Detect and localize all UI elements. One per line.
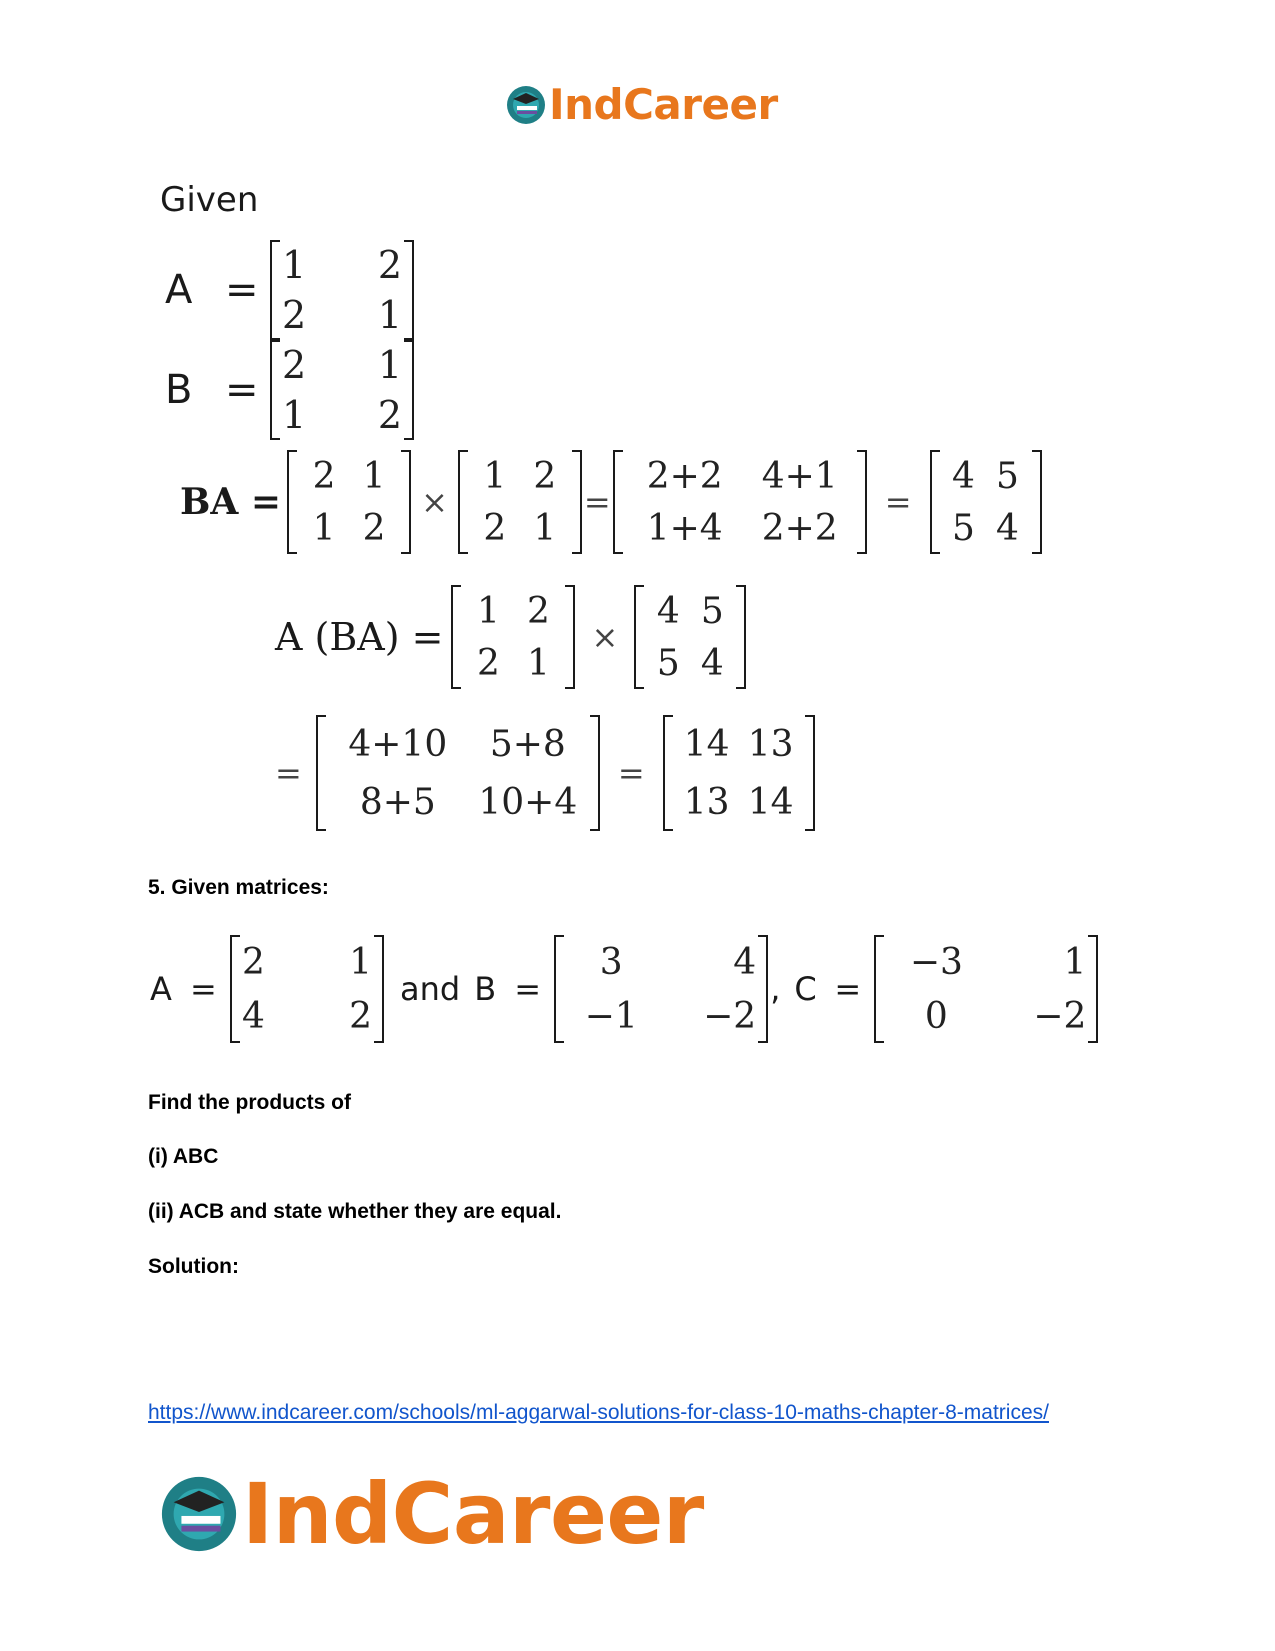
matrix-entry: 5 (700, 590, 724, 632)
matrix-entry: 2 (477, 642, 500, 684)
comma: , (770, 970, 781, 1008)
a-ba-label: A (BA) = (275, 615, 444, 659)
matrix-entry: 5 (952, 507, 975, 549)
matrix-entry: 5 (996, 455, 1019, 497)
part-ii-text: (ii) ACB and state whether they are equal. (148, 1200, 562, 1223)
matrix-entry: 1 (527, 642, 550, 684)
solution-label: Solution: (148, 1255, 239, 1278)
question-title: 5. Given matrices: (148, 876, 329, 899)
ba-matrix-b (287, 450, 411, 554)
matrix-entry: 1 (282, 393, 307, 437)
matrix-entry: 14 (683, 723, 730, 765)
matrix-b-label: B (474, 970, 497, 1008)
matrix-entry: 14 (747, 781, 794, 823)
a-ba-matrix-a (451, 585, 575, 689)
matrix-entry: 1 (483, 455, 507, 497)
matrix-entry: −2 (1033, 995, 1087, 1037)
matrix-entry: 5 (656, 642, 680, 684)
matrix-entry: 1 (362, 455, 386, 497)
matrix-entry: −1 (584, 995, 638, 1037)
matrix-entry: 8+5 (359, 781, 436, 823)
matrix-entry: 2 (377, 243, 402, 287)
equals-sign: = (225, 267, 259, 313)
header-logo (505, 80, 778, 129)
matrix-entry: 2 (242, 941, 265, 983)
matrix-entry: 13 (683, 781, 730, 823)
matrix-entry: 2+2 (761, 507, 838, 549)
a-ba-result-matrix (663, 715, 815, 831)
matrix-b-label: B (165, 367, 193, 413)
logo-text: IndCareer (242, 1465, 704, 1563)
matrix-entry: −2 (703, 995, 757, 1037)
matrix-entry: 1 (477, 590, 500, 632)
matrix-entry: 2 (377, 393, 402, 437)
matrix-a-label: A (150, 970, 172, 1008)
matrix-a-definition (165, 240, 414, 340)
equals-sign: = (190, 970, 217, 1008)
a-ba-computation (275, 585, 746, 689)
matrix-a-label: A (165, 267, 193, 313)
matrix-entry: 1 (349, 941, 372, 983)
times-sign: × (591, 618, 619, 656)
graduation-cap-globe-icon (158, 1473, 240, 1555)
find-products-text: Find the products of (148, 1091, 351, 1114)
matrix-entry: 2 (483, 507, 507, 549)
footer-logo (158, 1465, 704, 1563)
matrix-entry: 4 (242, 995, 265, 1037)
a-ba-expanded-matrix (316, 715, 600, 831)
question-matrices (150, 935, 1098, 1043)
question-matrix-c (874, 935, 1098, 1043)
equals-sign: = (583, 483, 611, 521)
times-sign: × (421, 483, 448, 521)
matrix-entry: 1 (282, 243, 307, 287)
matrix-entry: 4 (996, 507, 1019, 549)
matrix-entry: 2 (312, 455, 336, 497)
source-link[interactable]: https://www.indcareer.com/schools/ml-aggarwal-solutions-for-class-10-maths-chapter-8-matrices/ (148, 1401, 1049, 1424)
matrix-entry: 2 (527, 590, 550, 632)
graduation-cap-globe-icon (505, 84, 547, 126)
matrix-entry: 4 (656, 590, 680, 632)
matrix-b-definition (165, 340, 414, 440)
matrix-entry: 4 (700, 642, 724, 684)
given-heading: Given (160, 180, 259, 220)
equals-sign: = (834, 970, 862, 1008)
matrix-entry: 2+2 (646, 455, 723, 497)
matrix-entry: 1 (377, 343, 402, 387)
equals-sign: = (225, 367, 259, 413)
matrix-entry: 4 (733, 941, 757, 983)
matrix-entry: 5+8 (489, 723, 566, 765)
matrix-entry: −3 (909, 941, 963, 983)
ba-result-matrix (930, 450, 1042, 554)
matrix-entry: 2 (282, 343, 307, 387)
equals-sign: = (275, 754, 302, 792)
matrix-a (270, 240, 414, 340)
matrix-entry: 4+1 (761, 455, 838, 497)
ba-expanded-matrix (613, 450, 867, 554)
matrix-entry: 4+10 (348, 723, 448, 765)
matrix-entry: 2 (533, 455, 557, 497)
matrix-entry: 2 (349, 995, 372, 1037)
matrix-entry: 1 (312, 507, 336, 549)
ba-label: BA = (180, 481, 282, 523)
and-text: and (400, 970, 461, 1008)
matrix-entry: 1 (1063, 941, 1087, 983)
matrix-entry: 4 (952, 455, 975, 497)
equals-sign: = (514, 970, 542, 1008)
matrix-entry: 10+4 (478, 781, 578, 823)
matrix-entry: 3 (599, 941, 623, 983)
matrix-entry: 2 (282, 293, 307, 337)
equals-sign: = (884, 483, 912, 521)
matrix-entry: 1 (533, 507, 557, 549)
matrix-b (270, 340, 414, 440)
a-ba-matrix-ba (634, 585, 746, 689)
matrix-c-label: C (794, 970, 817, 1008)
equals-sign: = (617, 754, 645, 792)
matrix-entry: 0 (924, 995, 948, 1037)
matrix-entry: 1+4 (646, 507, 723, 549)
ba-computation (180, 450, 1042, 554)
ba-matrix-a (458, 450, 582, 554)
part-i-text: (i) ABC (148, 1145, 219, 1168)
matrix-entry: 13 (747, 723, 794, 765)
logo-text: IndCareer (549, 80, 778, 129)
matrix-entry: 1 (377, 293, 402, 337)
a-ba-result (275, 715, 815, 831)
question-matrix-b (554, 935, 768, 1043)
question-matrix-a (230, 935, 384, 1043)
matrix-entry: 2 (362, 507, 386, 549)
